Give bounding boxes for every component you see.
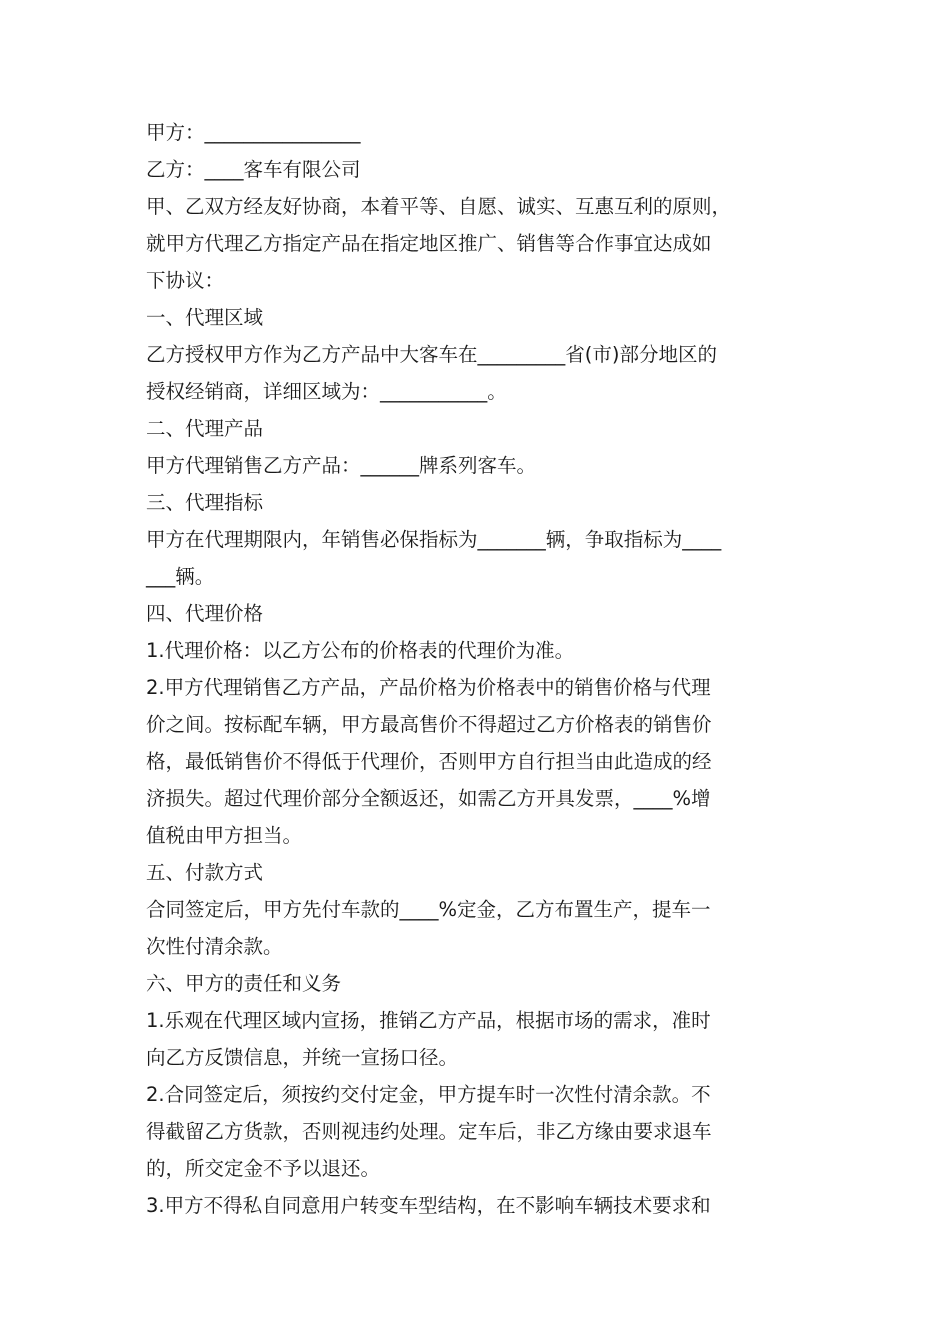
party-a-line: 甲方：________________	[146, 121, 361, 144]
intro-line: 下协议：	[146, 269, 225, 292]
section-text-line: 向乙方反馈信息，并统一宣扬口径。	[146, 1046, 459, 1069]
section-text-line: 合同签定后，甲方先付车款的____%定金，乙方布置生产，提车一	[146, 898, 711, 921]
section-text-line: 3.甲方不得私自同意用户转变车型结构，在不影响车辆技术要求和	[146, 1194, 711, 1217]
section-heading-payment-method: 五、付款方式	[146, 861, 264, 884]
section-heading-party-a-duties: 六、甲方的责任和义务	[146, 972, 342, 995]
section-heading-agency-area: 一、代理区域	[146, 306, 264, 329]
section-heading-agency-price: 四、代理价格	[146, 602, 264, 625]
section-text-line: 得截留乙方货款，否则视违约处理。定车后，非乙方缘由要求退车	[146, 1120, 712, 1143]
section-text-line: 授权经销商，详细区域为：___________。	[146, 380, 507, 403]
document-body	[146, 114, 810, 1224]
section-text-line: 2.甲方代理销售乙方产品，产品价格为价格表中的销售价格与代理	[146, 676, 711, 699]
section-text-line: 次性付清余款。	[146, 935, 283, 958]
party-b-line: 乙方：____客车有限公司	[146, 158, 361, 181]
intro-line: 就甲方代理乙方指定产品在指定地区推广、销售等合作事宜达成如	[146, 232, 712, 255]
section-text-line: 格，最低销售价不得低于代理价，否则甲方自行担当由此造成的经	[146, 750, 712, 773]
section-text-line: 甲方代理销售乙方产品：______牌系列客车。	[146, 454, 537, 477]
section-heading-agency-target: 三、代理指标	[146, 491, 264, 514]
section-text-line: ___辆。	[146, 565, 215, 588]
section-text-line: 2.合同签定后，须按约交付定金，甲方提车时一次性付清余款。不	[146, 1083, 711, 1106]
section-text-line: 济损失。超过代理价部分全额返还，如需乙方开具发票，____%增	[146, 787, 711, 810]
section-text-line: 乙方授权甲方作为乙方产品中大客车在_________省(市)部分地区的	[146, 343, 717, 366]
section-text-line: 价之间。按标配车辆，甲方最高售价不得超过乙方价格表的销售价	[146, 713, 712, 736]
section-heading-agency-product: 二、代理产品	[146, 417, 264, 440]
section-text-line: 1.代理价格：以乙方公布的价格表的代理价为准。	[146, 639, 575, 662]
section-text-line: 甲方在代理期限内，年销售必保指标为_______辆，争取指标为____	[146, 528, 722, 551]
section-text-line: 的，所交定金不予以退还。	[146, 1157, 381, 1180]
section-text-line: 值税由甲方担当。	[146, 824, 303, 847]
section-text-line: 1.乐观在代理区域内宣扬，推销乙方产品，根据市场的需求，准时	[146, 1009, 711, 1032]
intro-line: 甲、乙双方经友好协商，本着平等、自愿、诚实、互惠互利的原则，	[146, 195, 732, 218]
